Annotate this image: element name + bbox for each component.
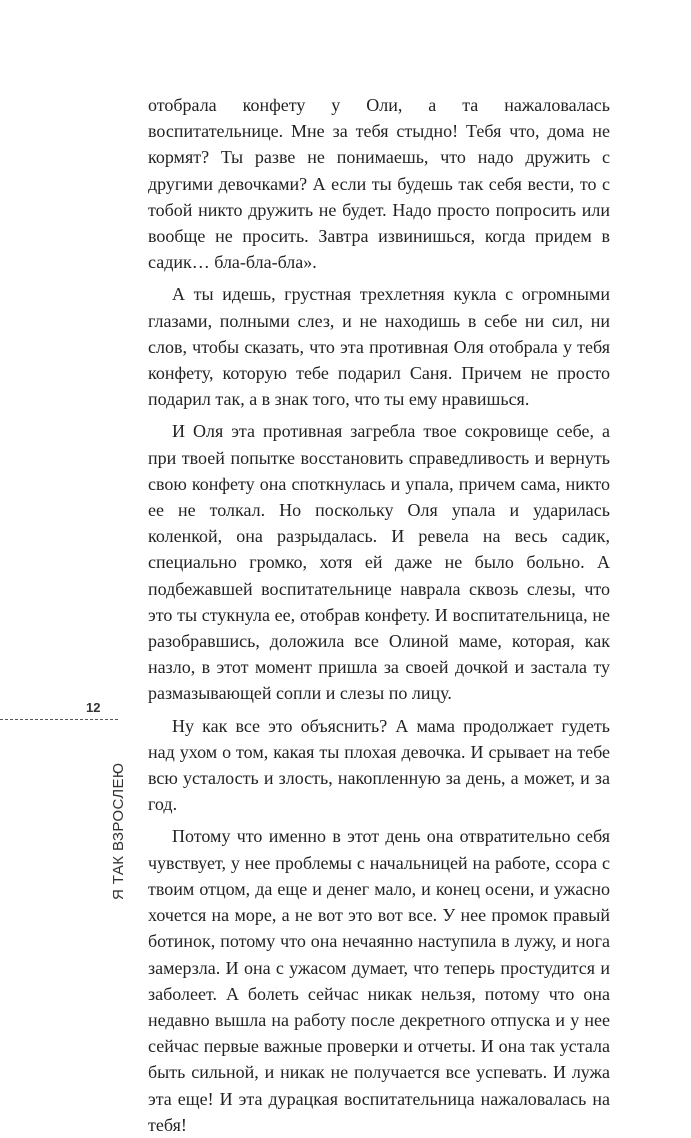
running-head: Я ТАК ВЗРОСЛЕЮ (110, 762, 127, 900)
paragraph-2: А ты идешь, грустная трехлетняя кукла с огромными глазами, полными слез, и не находишь в себе ни сил, ни слов, чтобы сказать, что эта противная Оля отобрала у тебя конфету, которую тебе подарил Саня. Причем не просто подарил так, а в знак того, что ты ему нравишься. (148, 284, 610, 410)
page-number: 12 (86, 700, 101, 715)
paragraph-3: И Оля эта противная загребла твое сокровище себе, а при твоей попытке восстановить справедливость и вернуть свою конфету она споткнулась и упала, причем сама, никто ее не толкал. Но поскольку Оля упала и ударилась коленкой, она разрыдалась. И ревела на весь садик, специально громко, хотя ей даже не было больно. А подбежавшей воспитательнице наврала сквозь слезы, что это ты стукнула ее, отобрав конфету. И воспитательница, не разобравшись, доложила все Олиной маме, которая, как назло, в этот момент пришла за своей дочкой и застала ту размазывающей сопли и слезы по лицу. (148, 421, 610, 704)
dashed-divider (0, 719, 118, 720)
body-text (148, 92, 610, 1138)
paragraph-1: отобрала конфету у Оли, а та нажаловалась воспитательнице. Мне за тебя стыдно! Тебя что, дома не кормят? Ты разве не понимаешь, что надо дружить с другими девочками? А если ты будешь так себя вести, то с тобой никто дружить не будет. Надо просто попросить или вообще не просить. Завтра извинишься, когда придем в садик… бла-бла-бла». (148, 95, 610, 273)
paragraph-4: Ну как все это объяснить? А мама продолжает гудеть над ухом о том, какая ты плохая девочка. И срывает на тебе всю усталость и злость, накопленную за день, а может, и за год. (148, 715, 610, 815)
paragraph-5: Потому что именно в этот день она отвратительно себя чувствует, у нее проблемы с начальницей на работе, ссора с твоим отцом, да еще и денег мало, и конец осени, и ужасно хочется на море, а не вот это вот все. У нее промок правый ботинок, потому что она нечаянно наступила в лужу, и нога замерзла. И она с ужасом думает, что теперь простудится и заболеет. А болеть сейчас никак нельзя, потому что она недавно вышла на работу после декретного отпуска и у нее сейчас первые важные проверки и отчеты. И она так устала быть сильной, и никак не получается все успевать. И лужа эта еще! И эта дурацкая воспитательница нажаловалась на тебя! (148, 826, 610, 1135)
